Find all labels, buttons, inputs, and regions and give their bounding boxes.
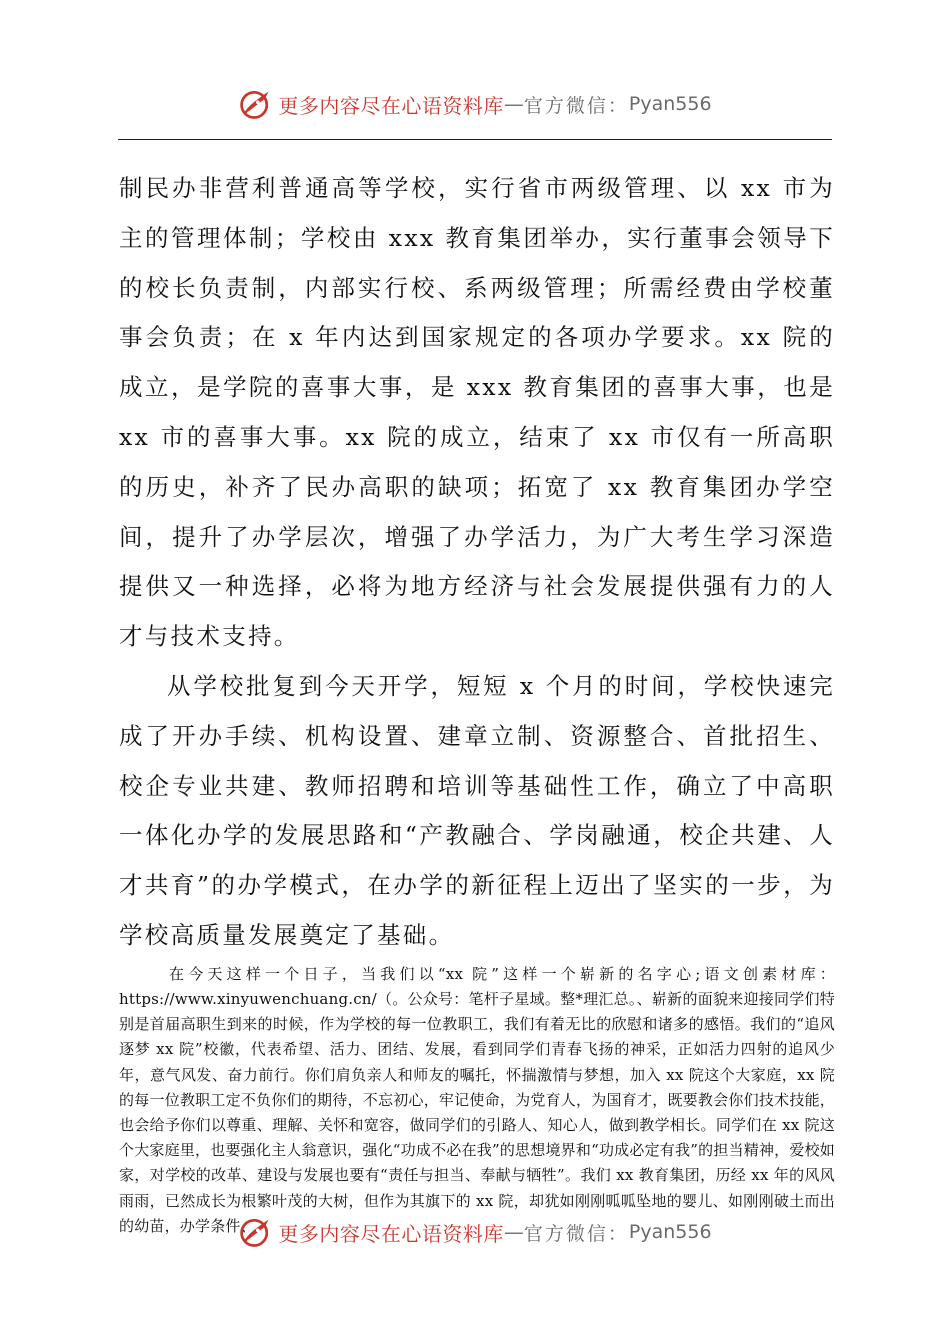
header-wechat-id: Pyan556 <box>628 93 712 115</box>
paragraph-3: 在今天这样一个日子，当我们以“xx 院”这样一个崭新的名字心;语文创素材库：https://www.xinyuwenchuang.cn/（。公众号：笔杆子星域。整*理汇总。、崭新的面貌来迎接同学们特别是首届高职生到来的时候，作为学校的每一位教职工，我们有着无比的欣慰和诸多的感悟。我们的“追风逐梦 xx 院”校徽，代表希望、活力、团结、发展，看到同学们青春飞扬的神采，正如活力四射的追风少年，意气风发、奋力前行。你们肩负亲人和师友的嘱托，怀揣激情与梦想，加入 xx 院这个大家庭，xx 院的每一位教职工定不负你们的期待，不忘初心，牢记使命，为党育人，为国育才，既要教会你们技术技能，也会给予你们以尊重、理解、关怀和宽容，做同学们的引路人、知心人，做到教学相长。同学们在 xx 院这个大家庭里，也要强化主人翁意识，强化“功成不必在我”的思想境界和“功成必定有我”的担当精神，爱校如家，对学校的改革、建设与发展也要有“责任与担当、奉献与牺牲”。我们 xx 教育集团，历经 xx 年的风风雨雨，已然成长为根繁叶茂的大树，但作为其旗下的 xx 院，却犹如刚刚呱呱坠地的婴儿、如刚刚破土而出的幼苗，办学条件、 <box>119 964 835 1235</box>
footer-wechat-label: 官方微信： <box>523 1222 629 1245</box>
header-wechat-label: 官方微信： <box>523 94 629 117</box>
page-header <box>0 84 950 124</box>
pen-logo-icon <box>238 86 274 122</box>
page-footer <box>0 1212 950 1252</box>
pen-logo-icon <box>238 1214 274 1250</box>
paragraph-2: 从学校批复到今天开学，短短 x 个月的时间，学校快速完成了开办手续、机构设置、建章立制、资源整合、首批招生、校企专业共建、教师招聘和培训等基础性工作，确立了中高职一体化办学的发展思路和“产教融合、学岗融通，校企共建、人才共育”的办学模式，在办学的新征程上迈出了坚实的一步，为学校高质量发展奠定了基础。 <box>119 671 835 949</box>
header-divider <box>118 139 832 140</box>
header-dash: — <box>503 92 524 116</box>
footer-dash: — <box>503 1220 524 1244</box>
footer-wechat-id: Pyan556 <box>628 1221 712 1243</box>
document-body <box>119 164 835 1239</box>
paragraph-1: 制民办非营利普通高等学校，实行省市两级管理、以 xx 市为主的管理体制；学校由 xxx 教育集团举办，实行董事会领导下的校长负责制，内部实行校、系两级管理；所需经费由学校董事会负责；在 x 年内达到国家规定的各项办学要求。xx 院的成立，是学院的喜事大事，是 xxx 教育集团的喜事大事，也是 xx 市的喜事大事。xx 院的成立，结束了 xx 市仅有一所高职的历史，补齐了民办高职的缺项；拓宽了 xx 教育集团办学空间，提升了办学层次，增强了办学活力，为广大考生学习深造提供又一种选择，必将为地方经济与社会发展提供强有力的人才与技术支持。 <box>119 174 835 651</box>
header-brand-text: 更多内容尽在心语资料库 <box>278 93 504 118</box>
footer-brand-text: 更多内容尽在心语资料库 <box>278 1221 504 1246</box>
